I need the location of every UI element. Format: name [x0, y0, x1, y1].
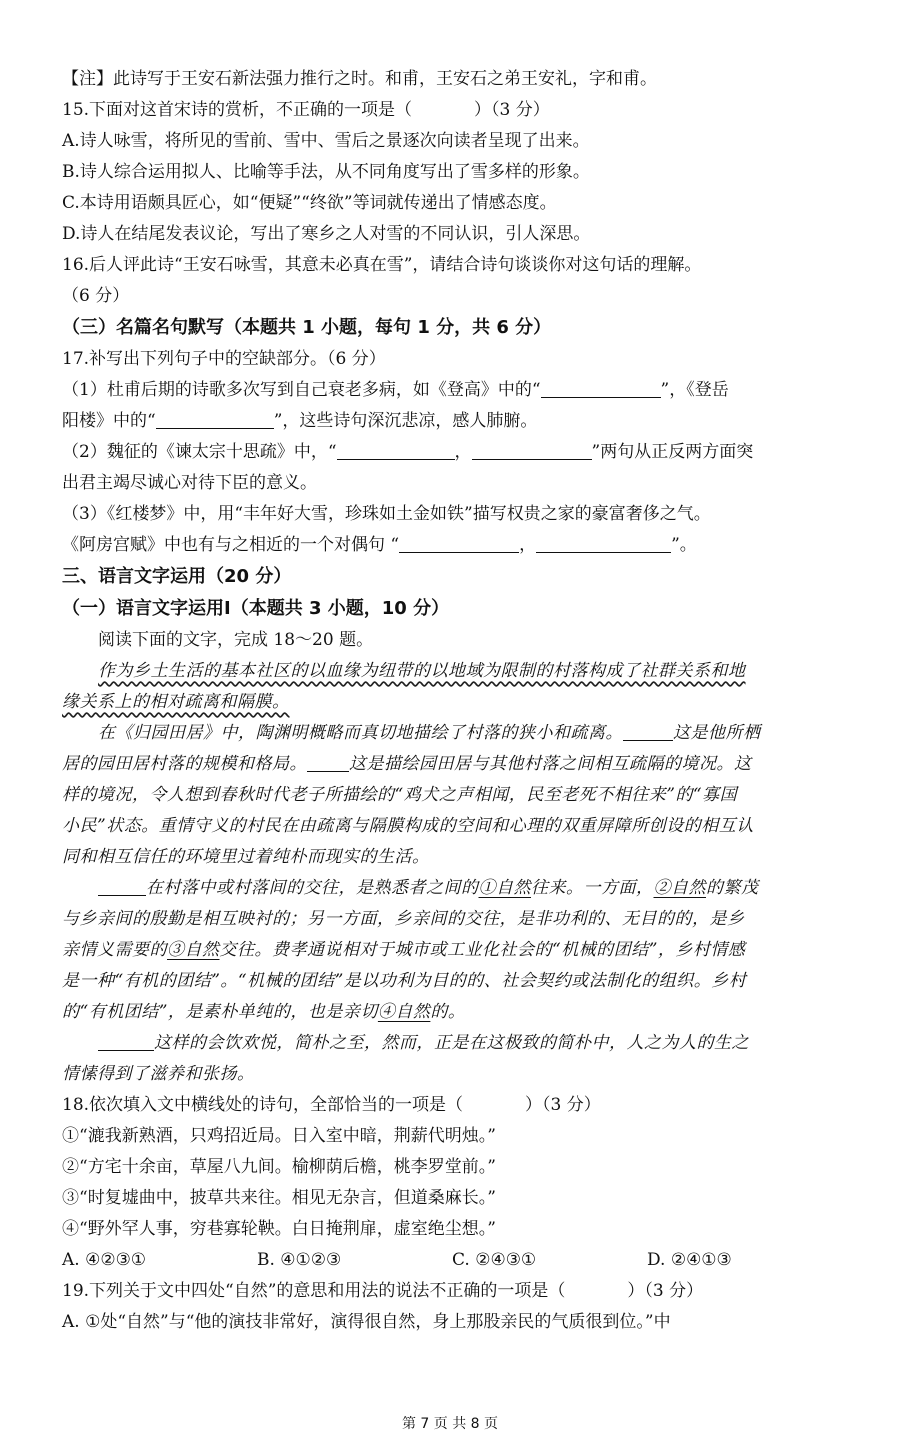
passage-p1-line-1: 在《归园田居》中，陶渊明概略而真切地描绘了村落的狭小和疏离。 这是他所栖 [98, 723, 761, 743]
page-footer: 第 7 页 共 8 页 [401, 1416, 499, 1432]
passage-p1-line-5: 同和相互信任的环境里过着纯朴而现实的生活。 [62, 847, 430, 867]
q17-item-1-line-2: 阳楼》中的“ ”，这些诗句深沉悲凉，感人肺腑。 [62, 411, 538, 431]
q18-option-a: A. ④②③① [62, 1250, 147, 1270]
q18-option-d: D. ②④①③ [647, 1250, 732, 1270]
q19-option-a: A. ①处“自然”与“他的演技非常好，演得很自然，身上那股亲民的气质很到位。”中 [62, 1312, 671, 1332]
marked-word-2: ②自然 [653, 878, 706, 898]
q18-item-3: ③“时复墟曲中，披草共来往。相见无杂言，但道桑麻长。” [62, 1188, 496, 1208]
q17-stem: 17.补写出下列句子中的空缺部分。（6 分） [62, 349, 386, 369]
section-heading-dictation: （三）名篇名句默写（本题共 1 小题，每句 1 分，共 6 分） [62, 317, 552, 338]
passage-p2-line-2: 与乡亲间的殷勤是相互映衬的；另一方面，乡亲间的交往，是非功利的、无目的的，是乡 [62, 909, 745, 929]
q17-item-3-line-2: 《阿房宫赋》中也有与之相近的一个对偶句 “ ， ”。 [62, 535, 697, 555]
q18-stem: 18.依次填入文中横线处的诗句，全部恰当的一项是（ ）（3 分） [62, 1095, 601, 1115]
q19-stem: 19.下列关于文中四处“自然”的意思和用法的说法不正确的一项是（ ）（3 分） [62, 1281, 704, 1301]
passage-p3-line-2: 情愫得到了滋养和张扬。 [62, 1064, 255, 1084]
q17-item-1-line-1: （1）杜甫后期的诗歌多次写到自己衰老多病，如《登高》中的“ ”，《登岳 [62, 380, 729, 400]
q16-stem: 16.后人评此诗“王安石咏雪，其意未必真在雪”，请结合诗句谈谈你对这句话的理解。 [62, 255, 702, 275]
q18-option-b: B. ④①②③ [257, 1250, 342, 1270]
passage-p1-line-2: 居的园田居村落的规模和格局。 这是描绘园田居与其他村落之间相互疏隔的境况。这 [62, 754, 752, 774]
passage-p1-line-4: 小民”状态。重情守义的村民在由疏离与隔膜构成的空间和心理的双重屏障所创设的相互认 [62, 816, 754, 836]
answer-blank[interactable] [541, 379, 661, 398]
marked-word-3: ③自然 [167, 940, 220, 960]
passage-p3-line-1: 这样的会饮欢悦，简朴之至，然而，正是在这极致的简朴中，人之为人的生之 [62, 1028, 842, 1059]
q17-item-3-line-1: （3）《红楼梦》中，用“丰年好大雪，珍珠如土金如铁”描写权贵之家的豪富奢侈之气。 [62, 504, 711, 524]
answer-blank[interactable] [337, 441, 455, 460]
answer-blank[interactable] [156, 410, 274, 429]
passage-p2-line-5: 的“有机团结”，是素朴单纯的，也是亲切④自然的。 [62, 1002, 466, 1022]
passage-blank[interactable] [98, 877, 146, 896]
passage-blank[interactable] [307, 753, 349, 772]
q18-item-4: ④“野外罕人事，穷巷寡轮鞅。白日掩荆扉，虚室绝尘想。” [62, 1219, 496, 1239]
marked-word-1: ①自然 [478, 878, 531, 898]
q15-option-c: C.本诗用语颇具匠心，如“便疑”“终欲”等词就传递出了情感态度。 [62, 193, 557, 213]
passage-p2-line-3: 亲情义需要的③自然交往。费孝通说相对于城市或工业化社会的“机械的团结”，乡村情感 [62, 940, 746, 960]
reading-instruction: 阅读下面的文字，完成 18～20 题。 [98, 630, 374, 650]
q15-option-d: D.诗人在结尾发表议论，写出了寒乡之人对雪的不同认识，引人深思。 [62, 224, 591, 244]
part-heading-language-use: 三、语言文字运用（20 分） [62, 566, 292, 587]
passage-underlined-line-1: 作为乡土生活的基本社区的以血缘为纽带的以地域为限制的村落构成了社群关系和地 [98, 661, 746, 681]
q15-option-b: B.诗人综合运用拟人、比喻等手法，从不同角度写出了雪多样的形象。 [62, 162, 590, 182]
q18-item-1: ①“漉我新熟酒，只鸡招近局。日入室中暗，荆薪代明烛。” [62, 1126, 496, 1146]
passage-underlined-line-2: 缘关系上的相对疏离和隔膜。 [62, 692, 290, 712]
sub-heading-language-use-1: （一）语言文字运用Ⅰ（本题共 3 小题，10 分） [62, 598, 450, 619]
answer-blank[interactable] [399, 534, 519, 553]
q17-item-2-line-1: （2）魏征的《谏太宗十思疏》中，“ ， ”两句从正反两方面突 [62, 442, 754, 462]
q16-points: （6 分） [62, 286, 130, 306]
exam-page [62, 64, 842, 1338]
q15-option-a: A.诗人咏雪，将所见的雪前、雪中、雪后之景逐次向读者呈现了出来。 [62, 131, 590, 151]
passage-p1-line-3: 样的境况，令人想到春秋时代老子所描绘的“鸡犬之声相闻，民至老死不相往来”的“寡国 [62, 785, 738, 805]
marked-word-4: ④自然 [377, 1002, 431, 1022]
passage-p2-line-1: 在村落中或村落间的交往，是熟悉者之间的①自然往来。一方面，②自然的繁茂 [62, 873, 842, 904]
answer-blank[interactable] [536, 534, 671, 553]
q18-item-2: ②“方宅十余亩，草屋八九间。榆柳荫后檐，桃李罗堂前。” [62, 1157, 496, 1177]
q18-option-c: C. ②④③① [452, 1250, 537, 1270]
q17-item-2-line-2: 出君主竭尽诚心对待下臣的意义。 [62, 473, 317, 493]
q18-options [62, 1245, 842, 1276]
poem-note: 【注】此诗写于王安石新法强力推行之时。和甫，王安石之弟王安礼，字和甫。 [62, 69, 657, 89]
answer-blank[interactable] [472, 441, 592, 460]
passage-p2-line-4: 是一种“有机的团结”。“机械的团结”是以功利为目的的、社会契约或法制化的组织。乡村 [62, 971, 747, 991]
q15-stem: 15.下面对这首宋诗的赏析，不正确的一项是（ ）（3 分） [62, 100, 550, 120]
passage-blank[interactable] [98, 1032, 154, 1051]
passage-blank[interactable] [623, 722, 673, 741]
